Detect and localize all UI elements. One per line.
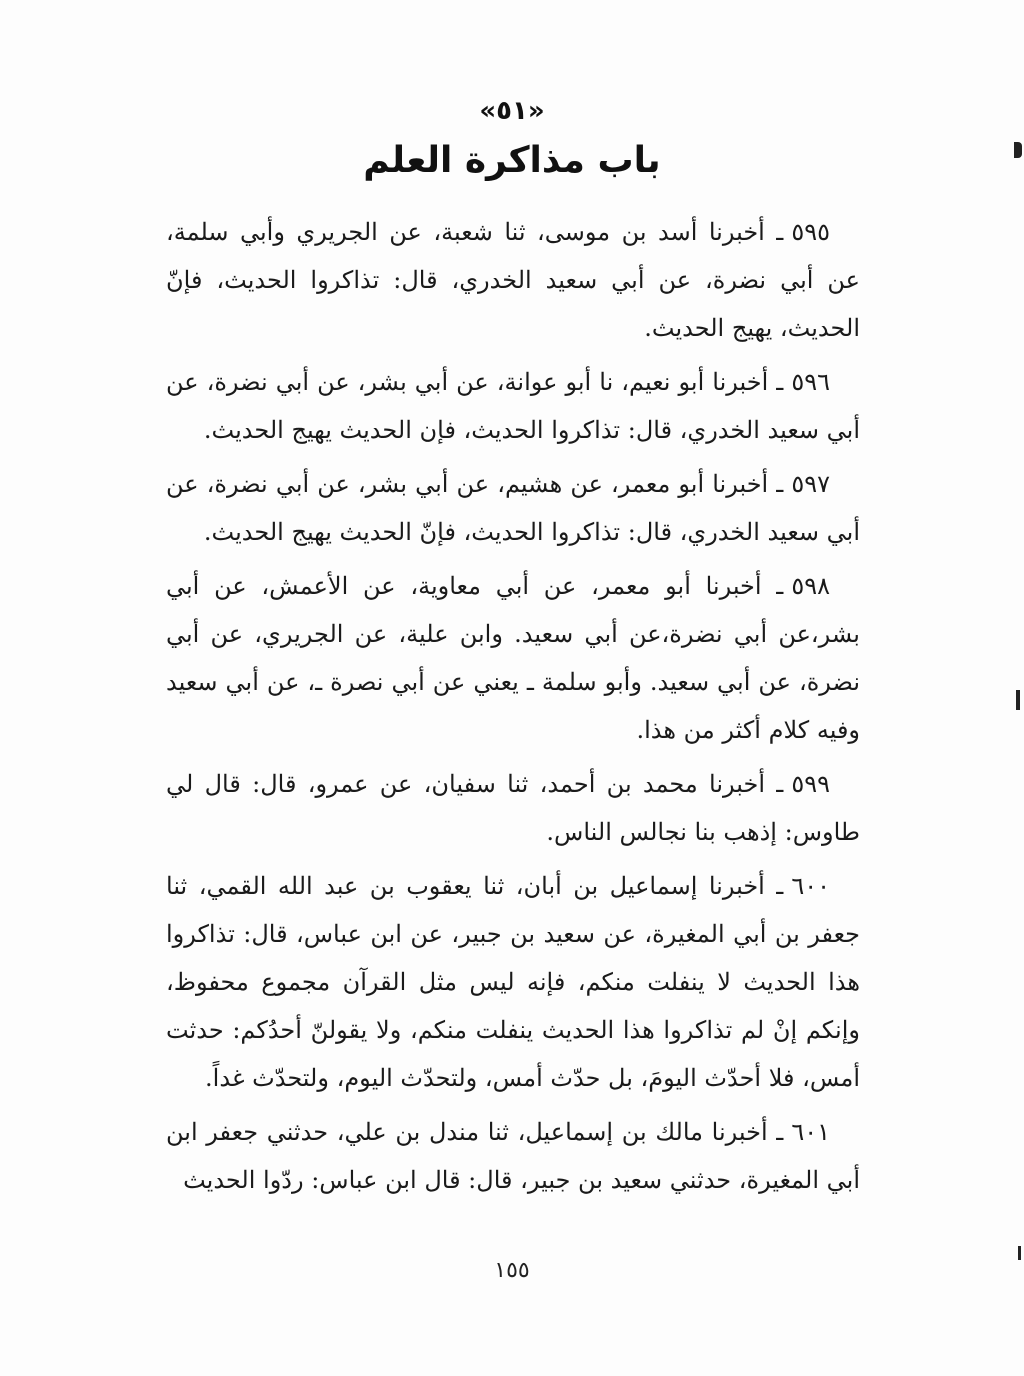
hadith-number: ٥٩٦ <box>791 368 830 396</box>
hadith-text: ـ أخبرنا أبو معمر، عن أبي معاوية، عن الأعمش، عن أبي بشر،عن أبي نضرة،عن أبي سعيد. وابن علية، عن الجريري، عن أبي نضرة، عن أبي سعيد. وأبو سلمة ـ يعني عن أبي نصرة ـ، عن أبي سعيد وفيه كلام أكثر من هذا. <box>166 572 860 744</box>
hadith-text: ـ أخبرنا مالك بن إسماعيل، ثنا مندل بن علي، حدثني جعفر ابن أبي المغيرة، حدثني سعيد بن جبير، قال: قال ابن عباس: ردّوا الحديث <box>166 1118 860 1194</box>
hadith-number: ٦٠١ <box>791 1118 830 1146</box>
hadith-text: ـ أخبرنا إسماعيل بن أبان، ثنا يعقوب بن عبد الله القمي، ثنا جعفر بن أبي المغيرة، عن سعيد بن جبير، عن ابن عباس، قال: تذاكروا هذا الحديث لا ينفلت منكم، فإنه ليس مثل القرآن مجموع محفوظ، وإنكم إنْ لم تذاكروا هذا الحديث ينفلت منكم، ولا يقولنّ أحدُكم: حدثت أمس، فلا أحدّث اليومَ، بل حدّث أمس، ولتحدّث اليوم، ولتحدّث غداً. <box>166 872 860 1092</box>
hadith-600 <box>166 862 860 1102</box>
hadith-number: ٥٩٧ <box>791 470 830 498</box>
hadith-text: ـ أخبرنا محمد بن أحمد، ثنا سفيان، عن عمرو، قال: قال لي طاوس: إذهب بنا نجالس الناس. <box>166 770 860 846</box>
hadith-number: ٥٩٩ <box>791 770 830 798</box>
hadith-598 <box>166 562 860 754</box>
hadith-text: ـ أخبرنا أبو معمر، عن هشيم، عن أبي بشر، عن أبي نضرة، عن أبي سعيد الخدري، قال: تذاكروا الحديث، فإنّ الحديث يهيج الحديث. <box>166 470 860 546</box>
hadith-number: ٥٩٨ <box>791 572 830 600</box>
chapter-number: «٥١» <box>479 96 545 126</box>
scan-margin-mark <box>1014 142 1022 158</box>
hadith-597 <box>166 460 860 556</box>
scan-margin-mark <box>1018 1246 1021 1260</box>
hadith-number: ٦٠٠ <box>791 872 830 900</box>
chapter-title: باب مذاكرة العلم <box>363 140 661 181</box>
hadith-601 <box>166 1108 860 1204</box>
hadith-number: ٥٩٥ <box>791 218 830 246</box>
hadith-595 <box>166 208 860 352</box>
hadith-text: ـ أخبرنا أسد بن موسى، ثنا شعبة، عن الجريري وأبي سلمة، عن أبي نضرة، عن أبي سعيد الخدري، قال: تذاكروا الحديث، فإنّ الحديث، يهيج الحديث. <box>166 218 860 342</box>
hadith-text: ـ أخبرنا أبو نعيم، نا أبو عوانة، عن أبي بشر، عن أبي نضرة، عن أبي سعيد الخدري، قال: تذاكروا الحديث، فإن الحديث يهيج الحديث. <box>166 368 860 444</box>
page-number: ١٥٥ <box>494 1258 530 1283</box>
scan-margin-mark <box>1016 690 1020 710</box>
hadith-599 <box>166 760 860 856</box>
hadith-596 <box>166 358 860 454</box>
hadith-list <box>166 208 860 1210</box>
